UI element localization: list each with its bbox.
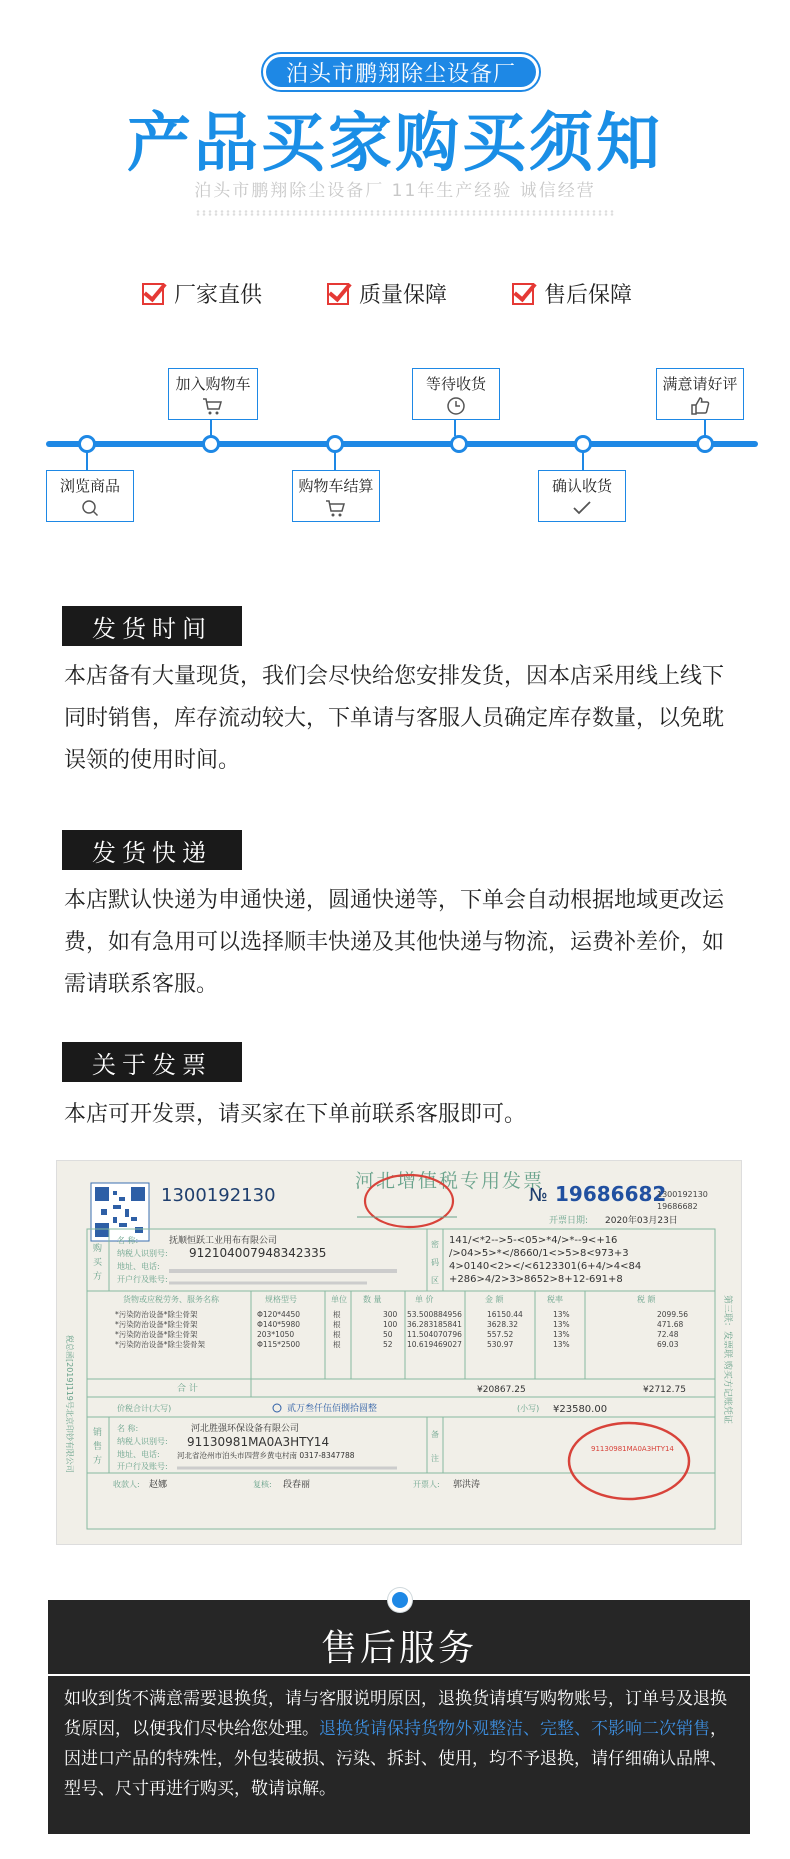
- svg-text:2099.56: 2099.56: [657, 1310, 689, 1319]
- svg-text:53.500884956: 53.500884956: [407, 1310, 462, 1319]
- invoice-number: 19686682: [555, 1182, 667, 1206]
- svg-text:复核:: 复核:: [253, 1480, 272, 1489]
- svg-text:地址、电话:: 地址、电话:: [117, 1450, 160, 1459]
- svg-text:300: 300: [383, 1310, 398, 1319]
- checkmark-icon: [570, 498, 594, 518]
- svg-text:根: 根: [333, 1340, 341, 1349]
- qr-code-icon: [91, 1183, 149, 1241]
- buyer-name: 抚顺恒跃工业用布有限公司: [169, 1236, 278, 1246]
- step-label: 满意请好评: [662, 374, 738, 393]
- step-review: [656, 368, 744, 420]
- step-label: 加入购物车: [175, 374, 251, 393]
- invoice-heading: 河北增值税专用发票: [355, 1170, 545, 1192]
- svg-text:72.48: 72.48: [657, 1330, 679, 1339]
- invoice-number-prefix: №: [529, 1185, 548, 1206]
- timeline-connector: [582, 452, 584, 470]
- svg-text:购: 购: [93, 1244, 103, 1254]
- timeline-node: [78, 435, 96, 453]
- after-sales-title: 售后服务: [320, 1628, 477, 1669]
- company-name: 泊头市鹏翔除尘设备厂: [266, 57, 536, 87]
- svg-text:100: 100: [383, 1320, 398, 1329]
- svg-text:13%: 13%: [553, 1310, 570, 1319]
- svg-text:密: 密: [431, 1240, 439, 1249]
- svg-text:货物或应税劳务、服务名称: 货物或应税劳务、服务名称: [123, 1295, 219, 1304]
- section-heading-shipping-time: 发货时间: [62, 606, 242, 646]
- svg-text:单位: 单位: [331, 1295, 347, 1304]
- step-label: 等待收货: [425, 374, 486, 393]
- svg-text:开户行及账号:: 开户行及账号:: [117, 1462, 168, 1471]
- svg-text:141/<*2-->5-<05>*4/>*--9<+16: 141/<*2-->5-<05>*4/>*--9<+16: [449, 1235, 618, 1246]
- svg-text:52: 52: [383, 1340, 393, 1349]
- feature-quality: [327, 278, 447, 309]
- svg-text:13%: 13%: [553, 1340, 570, 1349]
- svg-text:*污染防治设备*除尘骨架: *污染防治设备*除尘骨架: [115, 1310, 198, 1319]
- svg-text:备: 备: [431, 1430, 439, 1439]
- section-body-invoice: 本店可开发票，请买家在下单前联系客服即可。: [64, 1102, 527, 1127]
- svg-text:19686682: 19686682: [657, 1202, 698, 1211]
- feature-label: 质量保障: [359, 283, 448, 308]
- timeline-node: [574, 435, 592, 453]
- step-wait-receive: [412, 368, 500, 420]
- cart-icon: [324, 498, 348, 518]
- timeline-node: [326, 435, 344, 453]
- section-heading-courier: 发货快递: [62, 830, 242, 870]
- page-title: 产品买家购买须知: [127, 107, 663, 181]
- svg-text:合 计: 合 计: [177, 1384, 198, 1394]
- svg-text:收款人:: 收款人:: [113, 1480, 140, 1489]
- svg-text:13%: 13%: [553, 1320, 570, 1329]
- step-browse: [46, 470, 134, 522]
- svg-text:1300192130: 1300192130: [657, 1190, 708, 1199]
- checkmark-icon: [327, 283, 349, 305]
- divider: [48, 1674, 750, 1676]
- feature-label: 售后保障: [544, 283, 633, 308]
- payee: 赵娜: [149, 1480, 168, 1490]
- svg-text:税率: 税率: [547, 1295, 563, 1304]
- step-confirm-receive: [538, 470, 626, 522]
- svg-text:根: 根: [333, 1330, 341, 1339]
- svg-text:Φ140*5980: Φ140*5980: [257, 1320, 301, 1329]
- svg-text:税总函[2019]119号北京印钞有限公司: 税总函[2019]119号北京印钞有限公司: [65, 1335, 74, 1473]
- buyer-taxid: 91210400794834​2335: [189, 1246, 327, 1260]
- section-dot-icon: [388, 1588, 412, 1612]
- section-heading-invoice: 关于发票: [62, 1042, 242, 1082]
- svg-text:纳税人识别号:: 纳税人识别号:: [117, 1249, 168, 1258]
- svg-text:买: 买: [93, 1258, 103, 1268]
- timeline-connector: [210, 420, 212, 436]
- svg-text:第三联：发票联 购买方记账凭证: 第三联：发票联 购买方记账凭证: [722, 1295, 732, 1424]
- feature-factory-direct: [142, 278, 262, 309]
- reviewer: 段春丽: [283, 1480, 311, 1490]
- issuer: 郭洪涛: [453, 1480, 481, 1490]
- svg-text:91130981MA0A3HTY14: 91130981MA0A3HTY14: [591, 1445, 674, 1453]
- svg-text:根: 根: [333, 1320, 341, 1329]
- svg-text:36.283185841: 36.283185841: [407, 1320, 462, 1329]
- svg-text:纳税人识别号:: 纳税人识别号:: [117, 1437, 168, 1446]
- svg-text:名 称:: 名 称:: [117, 1236, 139, 1245]
- page-subtitle: 泊头市鹏翔除尘设备厂 11年生产经验 诚信经营: [194, 181, 596, 201]
- svg-text:方: 方: [93, 1272, 103, 1282]
- svg-text:单 价: 单 价: [415, 1295, 434, 1304]
- timeline-connector: [704, 420, 706, 436]
- svg-text:区: 区: [431, 1276, 439, 1285]
- timeline-node: [202, 435, 220, 453]
- seller-name: 河北胜强环保设备有限公司: [191, 1424, 300, 1434]
- timeline-connector: [454, 420, 456, 436]
- invoice-code: 1300192130: [161, 1185, 276, 1206]
- invoice-total-tax: ¥2712.75: [643, 1385, 686, 1395]
- checkmark-icon: [142, 283, 164, 305]
- after-sales-text: 如收到货不满意需要退换货，请与客服说明原因，退换货请填写购物账号，订单号及退换货原因，以便我们尽快给您处理。退换货请保持货物外观整洁、完整、不影响二次销售，因进口产品的特殊性，外包装破损、污染、拆封、使用，均不予退换，请仔细确认品牌、型号、尺寸再进行购买，敬请谅解。: [64, 1689, 727, 1799]
- svg-text:*污染防治设备*除尘袋骨架: *污染防治设备*除尘袋骨架: [115, 1340, 205, 1349]
- svg-text:(小写): (小写): [517, 1404, 540, 1413]
- svg-text:数 量: 数 量: [363, 1295, 382, 1304]
- svg-text:10.619469027: 10.619469027: [407, 1340, 462, 1349]
- timeline-node: [450, 435, 468, 453]
- svg-text:Φ120*4450: Φ120*4450: [257, 1310, 301, 1319]
- invoice-total-words: 贰万叁仟伍佰捌拾圆整: [287, 1404, 378, 1414]
- svg-text:开票人:: 开票人:: [413, 1480, 440, 1489]
- invoice-total-small: ¥23580.00: [553, 1404, 608, 1415]
- svg-text:税 额: 税 额: [637, 1295, 656, 1304]
- step-checkout: [292, 470, 380, 522]
- svg-text:开票日期:: 开票日期:: [549, 1216, 589, 1226]
- timeline-connector: [86, 452, 88, 470]
- cart-icon: [201, 396, 225, 416]
- svg-text:方: 方: [93, 1456, 103, 1466]
- svg-text:销: 销: [93, 1428, 103, 1438]
- step-label: 购物车结算: [298, 476, 374, 495]
- svg-text:*污染防治设备*除尘骨架: *污染防治设备*除尘骨架: [115, 1330, 198, 1339]
- svg-text:471.68: 471.68: [657, 1320, 684, 1329]
- svg-text:3628.32: 3628.32: [487, 1320, 519, 1329]
- svg-text:16150.44: 16150.44: [487, 1310, 523, 1319]
- svg-text:69.03: 69.03: [657, 1340, 679, 1349]
- svg-text:50: 50: [383, 1330, 393, 1339]
- svg-text:11.504070796: 11.504070796: [407, 1330, 462, 1339]
- svg-text:/>04>5>*</8660/1<>5>8<973+3: />04>5>*</8660/1<>5>8<973+3: [449, 1248, 629, 1259]
- feature-after-sales: [512, 278, 632, 309]
- clock-icon: [444, 396, 468, 416]
- purchase-timeline: [46, 441, 758, 447]
- dotted-divider: [195, 210, 615, 216]
- svg-text:地址、电话:: 地址、电话:: [117, 1262, 160, 1271]
- invoice-sample-image: [56, 1160, 742, 1545]
- svg-text:Φ115*2500: Φ115*2500: [257, 1340, 301, 1349]
- timeline-node: [696, 435, 714, 453]
- search-icon: [78, 498, 102, 518]
- svg-text:码: 码: [431, 1258, 439, 1267]
- svg-text:2020年03月23日: 2020年03月23日: [605, 1216, 678, 1226]
- svg-text:价税合计(大写): 价税合计(大写): [117, 1404, 172, 1413]
- section-body-shipping-time: 本店备有大量现货，我们会尽快给您安排发货，因本店采用线上线下同时销售，库存流动较大，下单请与客服人员确定库存数量，以免耽误领的使用时间。: [64, 664, 725, 773]
- svg-text:4>0140<2></<6123301(6+4/>4<84: 4>0140<2></<6123301(6+4/>4<84: [449, 1261, 642, 1272]
- after-sales-highlight: 退换货请保持货物外观整洁、完整、不影响二次销售: [319, 1719, 710, 1739]
- svg-text:注: 注: [431, 1454, 439, 1463]
- step-add-to-cart: [168, 368, 258, 420]
- checkmark-icon: [512, 283, 534, 305]
- svg-text:开户行及账号:: 开户行及账号:: [117, 1275, 168, 1284]
- invoice-total-amount: ¥20867.25: [477, 1385, 526, 1395]
- timeline-connector: [334, 452, 336, 470]
- svg-text:13%: 13%: [553, 1330, 570, 1339]
- svg-text:*污染防治设备*除尘骨架: *污染防治设备*除尘骨架: [115, 1320, 198, 1329]
- step-label: 确认收货: [551, 476, 612, 495]
- svg-text:根: 根: [333, 1310, 341, 1319]
- svg-text:名 称:: 名 称:: [117, 1424, 139, 1433]
- step-label: 浏览商品: [59, 476, 120, 495]
- svg-text:+286>4/2>3>8652>8+12-691+8: +286>4/2>3>8652>8+12-691+8: [449, 1274, 623, 1285]
- seller-address: 河北省沧州市泊头市四营乡黄屯村南 0317-8347788: [177, 1451, 355, 1460]
- svg-text:203*1050: 203*1050: [257, 1330, 295, 1339]
- company-name-badge: [261, 52, 541, 92]
- svg-text:530.97: 530.97: [487, 1340, 514, 1349]
- svg-text:规格型号: 规格型号: [265, 1295, 297, 1304]
- thumbs-up-icon: [688, 396, 712, 416]
- section-body-courier: 本店默认快递为申通快递，圆通快递等，下单会自动根据地域更改运费，如有急用可以选择顺丰快递及其他快递与物流，运费补差价，如需请联系客服。: [64, 888, 725, 997]
- svg-text:557.52: 557.52: [487, 1330, 514, 1339]
- svg-text:售: 售: [93, 1442, 103, 1452]
- seller-taxid: 91130981MA0A3HTY14: [187, 1435, 330, 1449]
- svg-text:金 额: 金 额: [485, 1295, 504, 1304]
- feature-label: 厂家直供: [174, 283, 263, 308]
